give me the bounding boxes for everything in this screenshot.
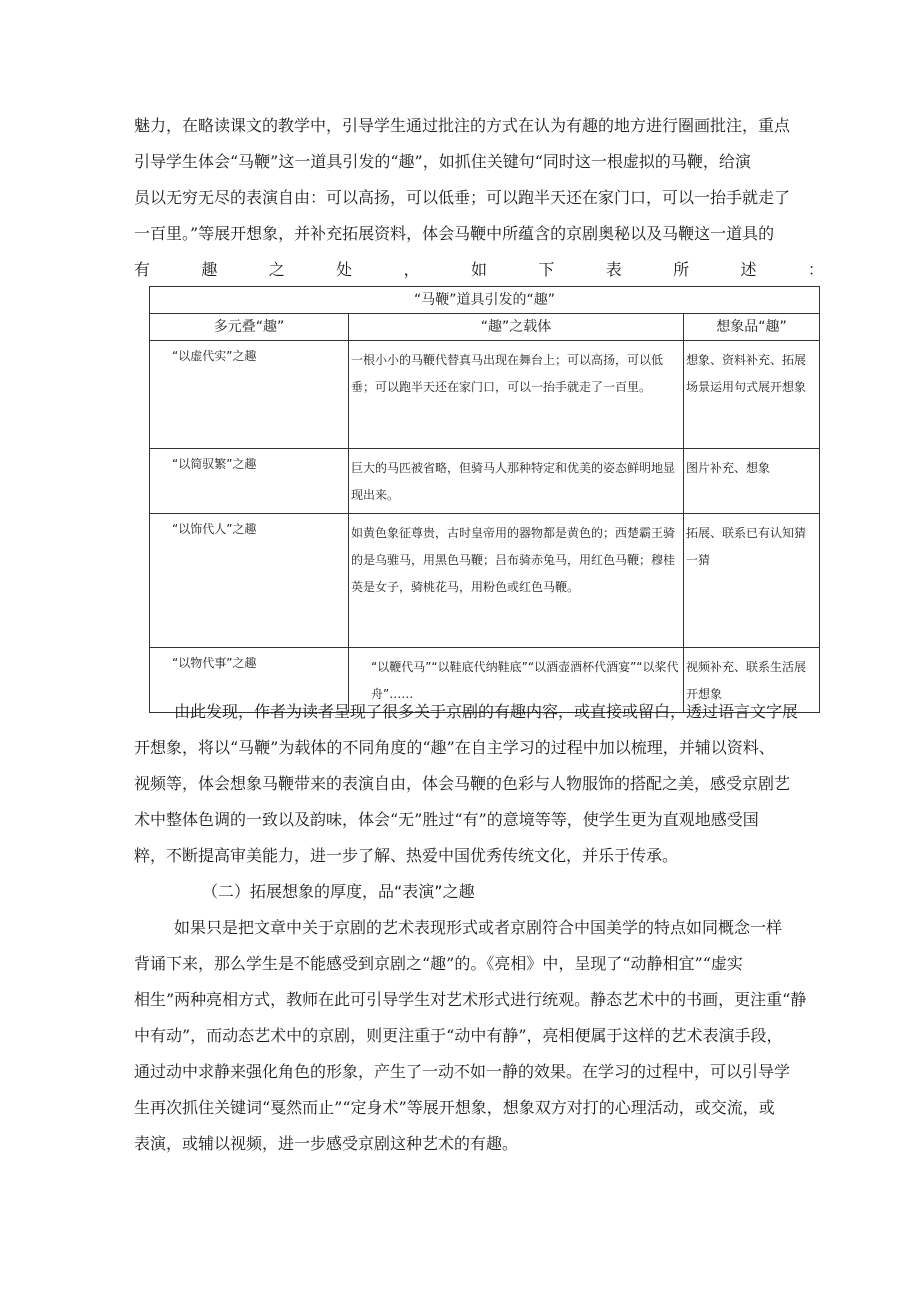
text-line: 背诵下来，那么学生是不能感受到京剧之“趣”的。《亮相》中，呈现了“动静相宜”“虚实: [134, 954, 743, 973]
text-line: 如果只是把文章中关于京剧的艺术表现形式或者京剧符合中国美学的特点如同概念一样: [174, 918, 783, 937]
table-row: [150, 341, 820, 449]
spread-char: ，: [403, 260, 420, 279]
table-caption: “马鞭”道具引发的“趣”: [150, 287, 820, 314]
spread-char: 如: [470, 260, 487, 279]
cell-carrier: “以鞭代马”“以鞋底代纳鞋底”“以酒壶酒杯代酒宴”“以桨代舟”……: [349, 648, 684, 713]
cell-type: “以简驭繁”之趣: [150, 449, 349, 514]
text-line: 员以无穷无尽的表演自由：可以高扬，可以低垂；可以跑半天还在家门口，可以一抬手就走了: [134, 188, 791, 207]
spread-char: 有: [134, 260, 151, 279]
header-method: 想象品“趣”: [684, 314, 820, 341]
spread-char: 述: [740, 260, 757, 279]
header-carrier: “趣”之载体: [349, 314, 684, 341]
spread-char: 之: [268, 260, 285, 279]
cell-carrier: 巨大的马匹被省略，但骑马人那种特定和优美的姿态鲜明地显现出来。: [349, 449, 684, 514]
summary-paragraph: [134, 694, 824, 874]
performance-paragraph: [134, 910, 824, 1162]
cell-method: 视频补充、联系生活展开想象: [684, 648, 820, 713]
text-line: 魅力，在略读课文的教学中，引导学生通过批注的方式在认为有趣的地方进行圈画批注，重点: [134, 116, 791, 135]
cell-carrier: 如黄色象征尊贵，古时皇帝用的器物都是黄色的；西楚霸王骑的是乌骓马，用黑色马鞭；吕布骑赤兔马，用红色马鞭；穆桂英是女子，骑桃花马，用粉色或红色马鞭。: [349, 514, 684, 648]
spread-char: 趣: [201, 260, 218, 279]
spread-char: 下: [538, 260, 555, 279]
text-line: 表演，或辅以视频，进一步感受京剧这种艺术的有趣。: [134, 1134, 519, 1153]
header-type: 多元叠“趣”: [150, 314, 349, 341]
cell-carrier: 一根小小的马鞭代替真马出现在舞台上；可以高扬，可以低垂；可以跑半天还在家门口，可以一抬手就走了一百里。: [349, 341, 684, 449]
table-row: [150, 449, 820, 514]
cell-method: 想象、资料补充、拓展场景运用句式展开想象: [684, 341, 820, 449]
cell-type: “以虚代实”之趣: [150, 341, 349, 449]
cell-method: 图片补充、想象: [684, 449, 820, 514]
intro-paragraph: [134, 108, 824, 288]
text-line: 粹，不断提高审美能力，进一步了解、热爱中国优秀传统文化，并乐于传承。: [134, 846, 679, 865]
spread-char: 表: [605, 260, 622, 279]
cell-type: “以饰代人”之趣: [150, 514, 349, 648]
spread-char: 所: [673, 260, 690, 279]
table-header-row: [150, 314, 820, 341]
text-line: 生再次抓住关键词“戛然而止”“定身术”等展开想象，想象双方对打的心理活动，或交流，或: [134, 1098, 775, 1117]
table-row: [150, 514, 820, 648]
mabian-fun-table: [149, 286, 820, 713]
text-line: 开想象，将以“马鞭”为载体的不同角度的“趣”在自主学习的过程中加以梳理，并辅以资料、: [134, 738, 775, 757]
text-line: 相生”两种亮相方式，教师在此可引导学生对艺术形式进行统观。静态艺术中的书画，更注重“静: [134, 990, 807, 1009]
cell-method: 拓展、联系已有认知猜一猜: [684, 514, 820, 648]
spread-char: 处: [336, 260, 353, 279]
text-line: 通过动中求静来强化角色的形象，产生了一动不如一静的效果。在学习的过程中，可以引导学: [134, 1062, 791, 1081]
spread-char: ：: [807, 260, 824, 279]
text-line: 引导学生体会“马鞭”这一道具引发的“趣”，如抓住关键句“同时这一根虚拟的马鞭，给演: [134, 152, 751, 171]
text-line: 由此发现，作者为读者呈现了很多关于京剧的有趣内容，或直接或留白，透过语言文字展: [174, 702, 799, 721]
text-line: 中有动”，而动态艺术中的京剧，则更注重于“动中有静”，亮相便属于这样的艺术表演手段，: [134, 1026, 783, 1045]
text-line: 术中整体色调的一致以及韵味，体会“无”胜过“有”的意境等等，使学生更为直观地感受国: [134, 810, 759, 829]
text-line: 视频等，体会想象马鞭带来的表演自由，体会马鞭的色彩与人物服饰的搭配之美，感受京剧艺: [134, 774, 791, 793]
text-line: 一百里。”等展开想象，并补充拓展资料，体会马鞭中所蕴含的京剧奥秘以及马鞭这一道具的: [134, 224, 775, 243]
spread-line: [134, 252, 824, 288]
cell-type: “以物代事”之趣: [150, 648, 349, 713]
section-heading: （二）拓展想象的厚度，品“表演”之趣: [202, 882, 475, 901]
